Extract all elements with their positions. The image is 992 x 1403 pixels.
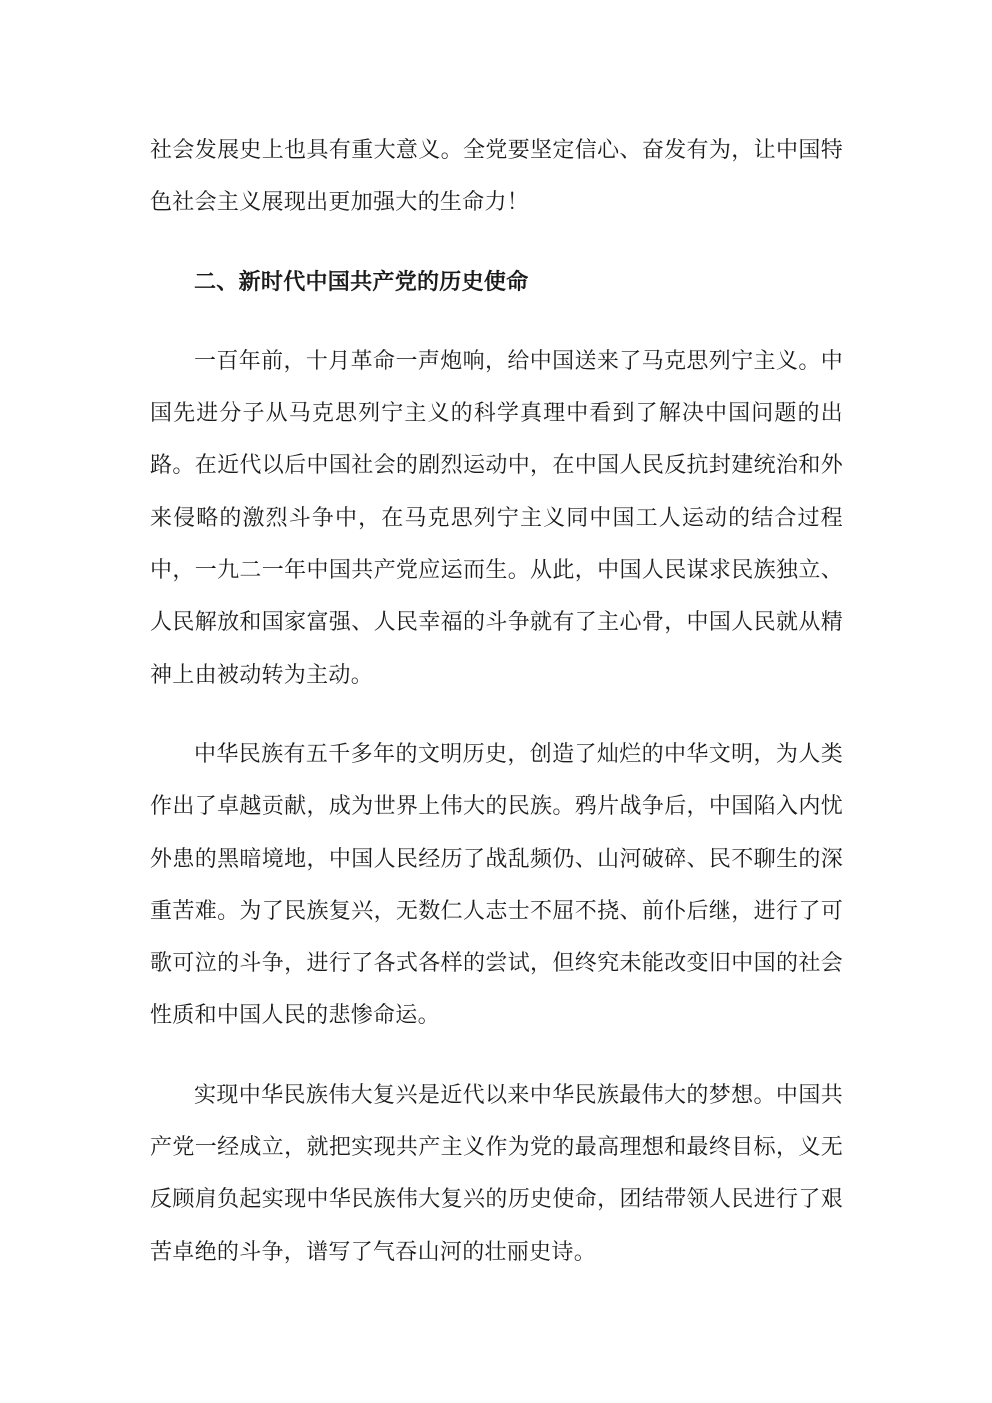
paragraph-national-rejuvenation: 实现中华民族伟大复兴是近代以来中华民族最伟大的梦想。中国共产党一经成立，就把实现共产主义作为党的最高理想和最终目标，义无反顾肩负起实现中华民族伟大复兴的历史使命，团结带领人民进行了艰苦卓绝的斗争，谱写了气吞山河的壮丽史诗。 <box>150 1082 843 1265</box>
document-page <box>150 125 843 1279</box>
paragraph-chinese-civilization: 中华民族有五千多年的文明历史，创造了灿烂的中华文明，为人类作出了卓越贡献，成为世界上伟大的民族。鸦片战争后，中国陷入内忧外患的黑暗境地，中国人民经历了战乱频仍、山河破碎、民不聊生的深重苦难。为了民族复兴，无数仁人志士不屈不挠、前仆后继，进行了可歌可泣的斗争，进行了各式各样的尝试，但终究未能改变旧中国的社会性质和中国人民的悲惨命运。 <box>150 741 843 1029</box>
section-heading: 二、新时代中国共产党的历史使命 <box>194 269 529 295</box>
paragraph-october-revolution: 一百年前，十月革命一声炮响，给中国送来了马克思列宁主义。中国先进分子从马克思列宁主义的科学真理中看到了解决中国问题的出路。在近代以后中国社会的剧烈运动中，在中国人民反抗封建统治和外来侵略的激烈斗争中，在马克思列宁主义同中国工人运动的结合过程中，一九二一年中国共产党应运而生。从此，中国人民谋求民族独立、人民解放和国家富强、人民幸福的斗争就有了主心骨，中国人民就从精神上由被动转为主动。 <box>150 348 843 688</box>
paragraph-continuation: 社会发展史上也具有重大意义。全党要坚定信心、奋发有为，让中国特色社会主义展现出更加强大的生命力！ <box>150 138 843 216</box>
